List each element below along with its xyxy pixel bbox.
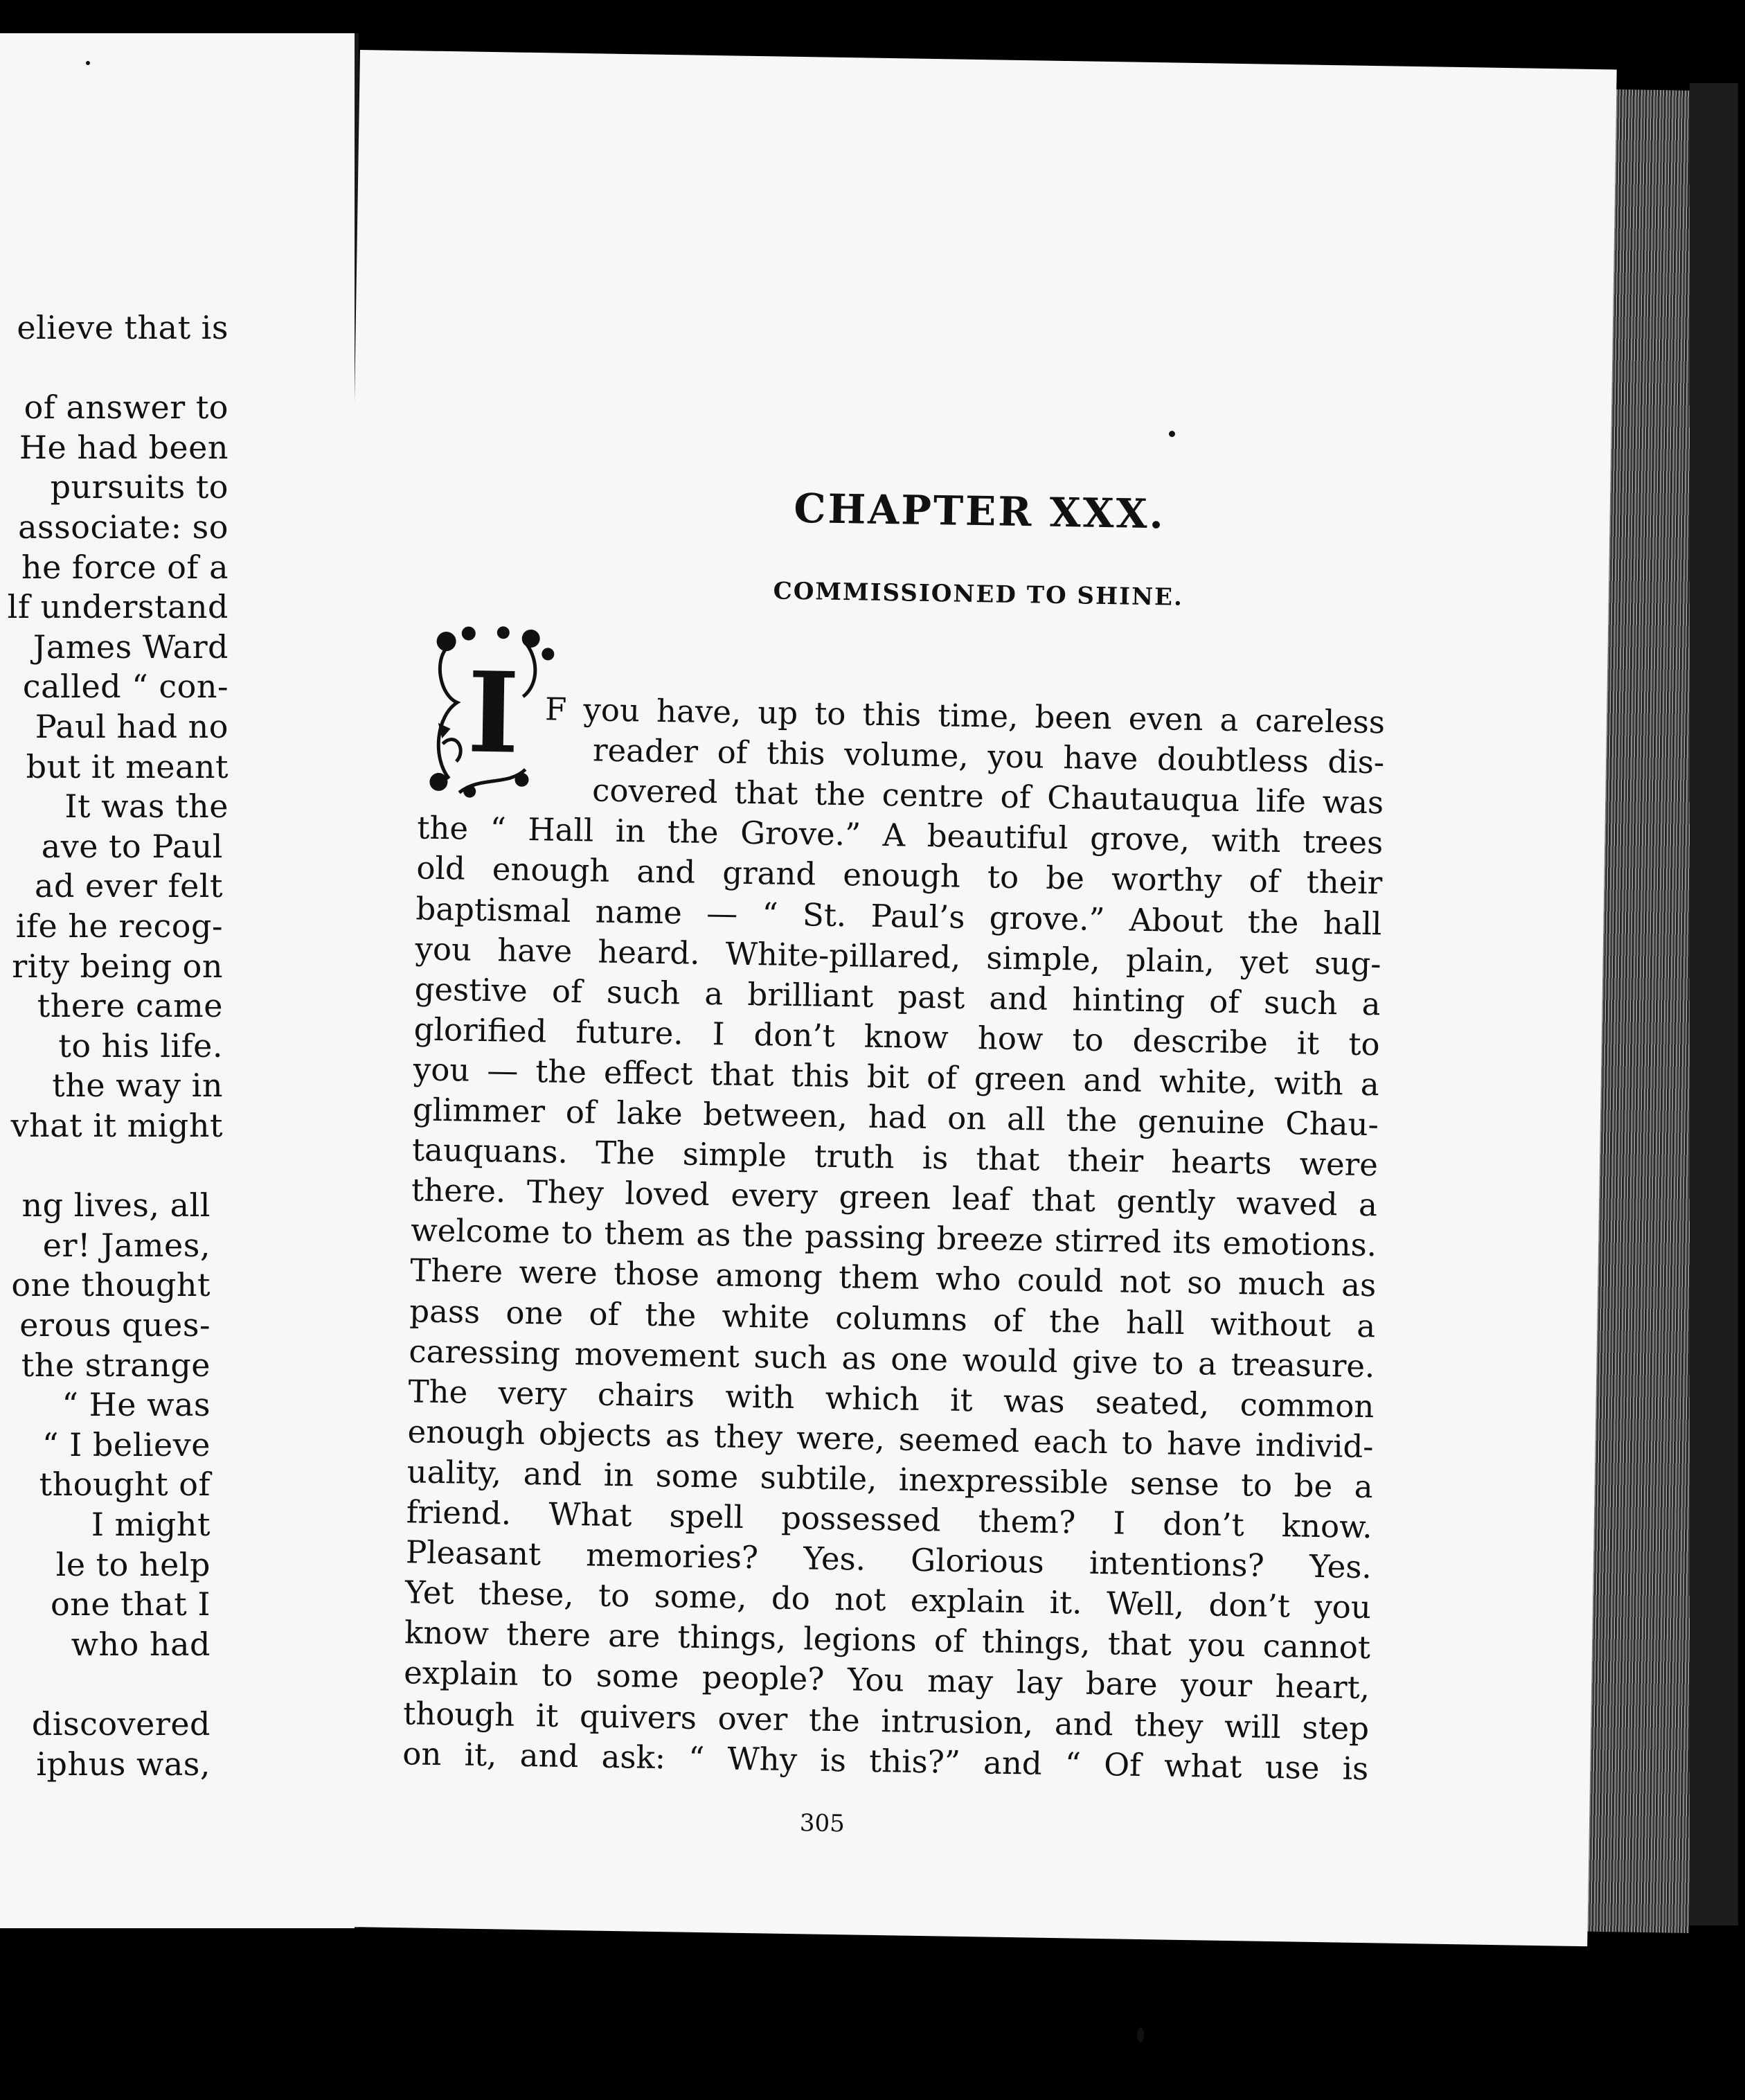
left-page-line: ng lives, all: [21, 1186, 211, 1225]
left-page-line: James Ward: [33, 628, 229, 666]
left-page-line: one that I: [51, 1585, 211, 1623]
chapter-title: CHAPTER XXX.: [793, 484, 1166, 538]
body-line: There were those among them who could not so much as: [409, 1252, 1377, 1304]
ornamental-drop-cap: [418, 619, 562, 801]
left-page-line: I might: [91, 1506, 211, 1543]
drop-cap-letter: I: [466, 647, 521, 778]
left-page-line: iphus was,: [36, 1745, 211, 1783]
left-page-line: Paul had no: [35, 708, 229, 745]
body-line: though it quivers over the intrusion, and they will step: [402, 1694, 1370, 1747]
body-line: you — the effect that this bit of green and white, with a: [413, 1051, 1380, 1103]
left-page-line: He had been: [19, 428, 229, 466]
body-line: caressing movement such as one would give to a treasure.: [409, 1332, 1375, 1385]
left-page-line: “ He was: [62, 1386, 211, 1424]
body-line: explain to some people? You may lay bare your heart,: [403, 1654, 1370, 1707]
left-page-line: the way in: [52, 1067, 223, 1105]
page-number: 305: [799, 1809, 845, 1838]
body-line: enough objects as they were, seemed each to have individ-: [407, 1413, 1374, 1466]
body-line: glorified future. I don’t know how to describe it to: [413, 1011, 1381, 1063]
left-page-line: pursuits to: [50, 468, 229, 506]
left-page-line: to his life.: [58, 1026, 223, 1065]
body-line: you have heard. White-pillared, simple, plain, yet sug-: [415, 930, 1381, 982]
left-page-line: who had: [71, 1625, 211, 1663]
body-line: Yet these, to some, do not explain it. Well, don’t you: [404, 1574, 1372, 1626]
scan-speck: [86, 61, 90, 65]
left-page-line: elieve that is: [17, 309, 229, 346]
left-page-line: there came: [37, 987, 223, 1025]
chapter-subtitle: COMMISSIONED TO SHINE.: [773, 577, 1184, 612]
left-page-line: one thought: [11, 1266, 211, 1304]
left-page-line: ad ever felt: [35, 867, 223, 905]
left-page-line: called “ con-: [22, 668, 229, 706]
body-line: reader of this volume, you have doubtless dis-: [592, 731, 1385, 781]
left-page-line: er! James,: [42, 1226, 211, 1264]
body-line: know there are things, legions of things, that you cannot: [404, 1614, 1371, 1666]
body-line: pass one of the white columns of the hall without a: [409, 1292, 1376, 1344]
body-line: The very chairs with which it was seated, common: [408, 1373, 1375, 1425]
body-text: [402, 691, 1388, 1787]
scan-speck: [1169, 431, 1175, 437]
left-page-line: ave to Paul: [41, 827, 223, 865]
left-page-line: he force of a: [21, 548, 229, 586]
body-line: glimmer of lake between, had on all the genuine Chau-: [412, 1091, 1379, 1144]
body-line: tauquans. The simple truth is that their hearts were: [411, 1131, 1379, 1184]
body-line: welcome to them as the passing breeze stirred its emotions.: [410, 1211, 1377, 1264]
left-page-line: It was the: [64, 788, 229, 826]
left-page-line: vhat it might: [10, 1107, 223, 1144]
left-page-line: erous ques-: [19, 1306, 211, 1344]
body-line: gestive of such a brilliant past and hinting of such a: [414, 970, 1381, 1022]
right-page: [330, 50, 1616, 1946]
body-line: friend. What spell possessed them? I don’t know.: [406, 1493, 1373, 1546]
book-cover-shadow: [1690, 83, 1738, 1925]
left-page: [0, 33, 359, 1928]
left-page-line: rity being on: [12, 947, 223, 985]
body-line: on it, and ask: “ Why is this?” and “ Of what use is: [402, 1734, 1369, 1787]
body-line: F you have, up to this time, been even a careless: [544, 691, 1386, 741]
body-line: Pleasant memories? Yes. Glorious intentions? Yes.: [405, 1533, 1372, 1586]
body-line: the “ Hall in the Grove.” A beautiful grove, with trees: [416, 809, 1384, 862]
left-page-line: lf understand: [7, 588, 229, 626]
left-page-line: of answer to: [24, 389, 229, 427]
scan-speck: [1137, 2027, 1144, 2043]
left-page-line: “ I believe: [42, 1425, 211, 1463]
left-page-line: discovered: [31, 1705, 211, 1743]
left-page-line: associate: so: [18, 508, 229, 546]
body-line: old enough and grand enough to be worthy of their: [416, 849, 1383, 902]
body-line: baptismal name — “ St. Paul’s grove.” About the hall: [415, 889, 1382, 942]
left-page-line: the strange: [21, 1346, 211, 1384]
left-page-line: ife he recog-: [15, 907, 223, 945]
left-page-line: thought of: [39, 1466, 211, 1504]
body-line: uality, and in some subtile, inexpressible sense to be a: [406, 1453, 1374, 1506]
body-line: there. They loved every green leaf that gently waved a: [411, 1171, 1378, 1224]
left-page-line: but it meant: [26, 747, 229, 785]
left-page-line: le to help: [55, 1545, 211, 1583]
body-line: covered that the centre of Chautauqua life was: [591, 772, 1384, 821]
